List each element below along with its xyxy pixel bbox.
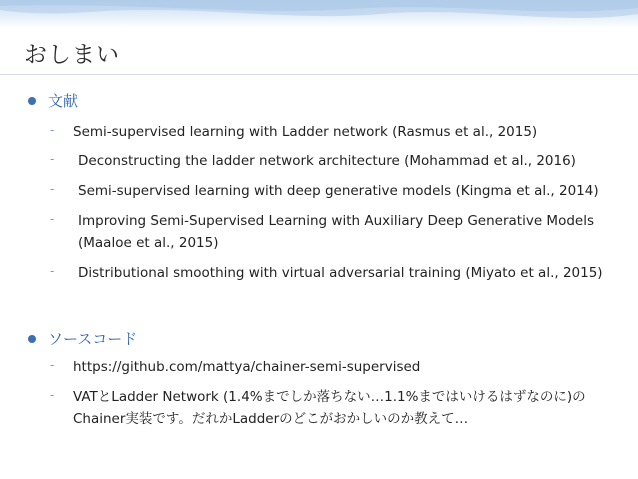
dash-icon: - (50, 358, 55, 372)
source-code-section (0, 326, 638, 427)
source-code-heading-row (0, 326, 638, 350)
list-item (0, 262, 638, 284)
list-item (0, 150, 638, 172)
list-item (0, 386, 638, 430)
reference-text: Semi-supervised learning with deep generative models (Kingma et al., 2014) (78, 183, 599, 199)
header-band (0, 0, 638, 28)
list-item (0, 180, 638, 202)
references-heading: 文献 (48, 92, 79, 110)
wave-decoration (0, 0, 638, 28)
dash-icon: - (50, 264, 55, 278)
source-code-heading: ソースコード (48, 330, 138, 348)
list-item (0, 210, 638, 254)
repo-link[interactable]: https://github.com/mattya/chainer-semi-supervised (73, 359, 421, 375)
bullet-dot-icon (28, 335, 36, 343)
corner-cover (514, 435, 634, 475)
reference-text: Deconstructing the ladder network architecture (Mohammad et al., 2016) (78, 153, 576, 169)
list-item (0, 121, 638, 143)
reference-text: Improving Semi-Supervised Learning with Auxiliary Deep Generative Models (Maaloe et al., 2015) (78, 213, 594, 251)
bullet-dot-icon (28, 97, 36, 105)
implementation-note: VATとLadder Network (1.4%までしか落ちない…1.1%まではいけるはずなのに)のChainer実装です。だれかLadderのどこがおかしいのか教えて… (73, 389, 586, 427)
dash-icon: - (50, 123, 55, 137)
title-divider (0, 74, 638, 75)
references-heading-row (0, 88, 638, 112)
list-item (0, 356, 638, 378)
slide-title: おしまい (24, 42, 120, 68)
reference-text: Semi-supervised learning with Ladder network (Rasmus et al., 2015) (73, 124, 538, 140)
dash-icon: - (50, 182, 55, 196)
dash-icon: - (50, 152, 55, 166)
references-section (0, 88, 638, 281)
reference-text: Distributional smoothing with virtual adversarial training (Miyato et al., 2015) (78, 265, 603, 281)
dash-icon: - (50, 212, 55, 226)
dash-icon: - (50, 388, 55, 402)
